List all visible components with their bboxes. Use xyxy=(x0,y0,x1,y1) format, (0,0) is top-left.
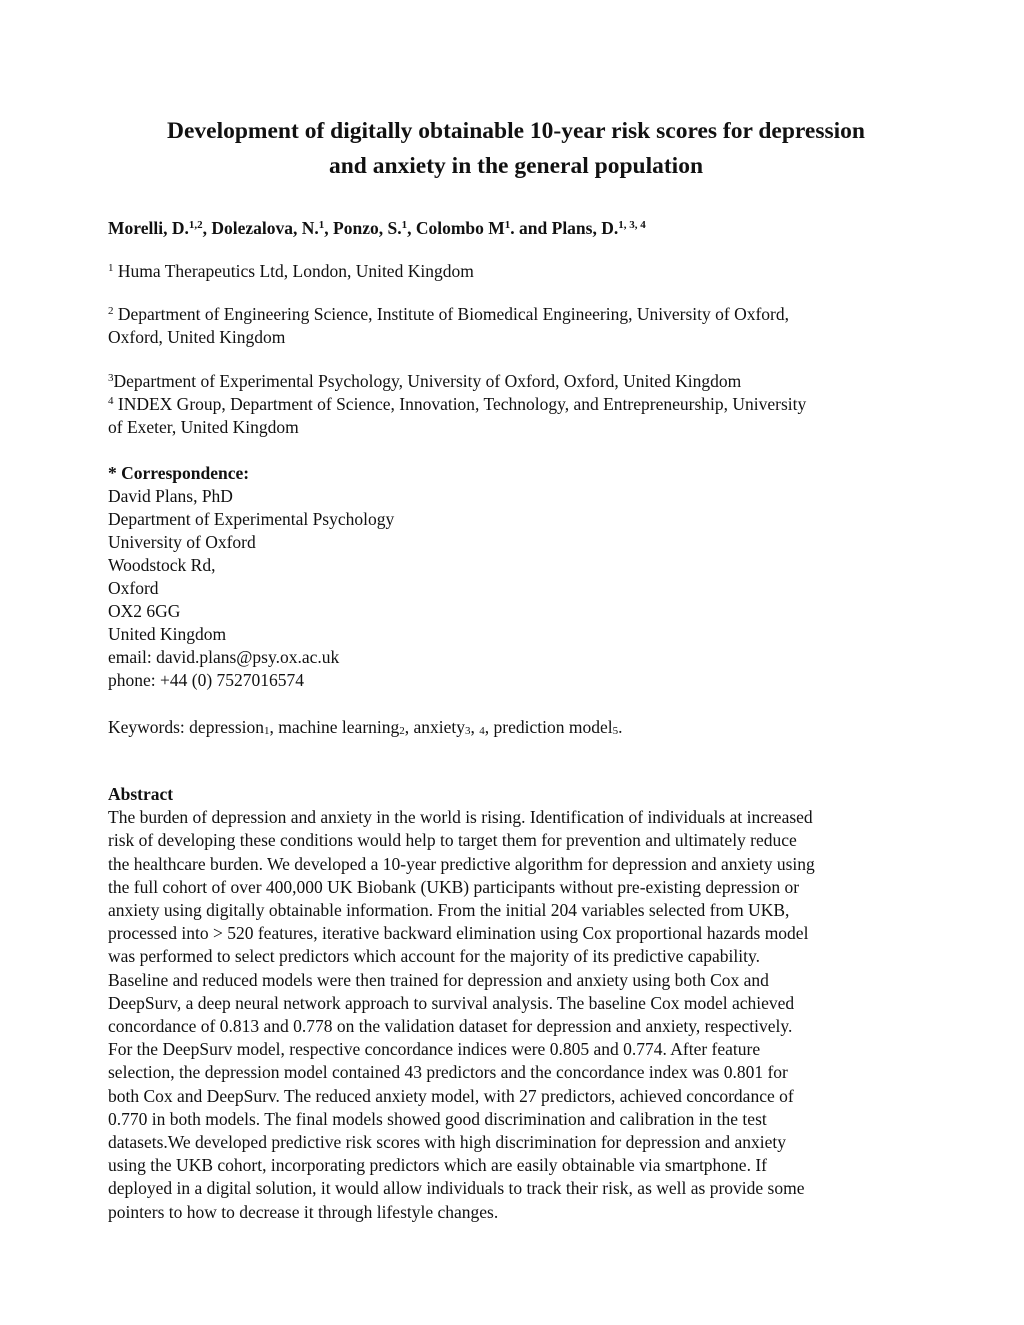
abstract-line: the full cohort of over 400,000 UK Biobank (UKB) participants without pre-existing depression or xyxy=(108,876,800,897)
abstract-line: 0.770 in both models. The final models showed good discrimination and calibration in the test xyxy=(108,1108,767,1129)
abstract-line: risk of developing these conditions would help to target them for prevention and ultimately reduce xyxy=(108,830,797,851)
keyword-index: 4 xyxy=(479,725,485,737)
abstract-line: datasets.We developed predictive risk scores with high discrimination for depression and anxiety xyxy=(108,1132,786,1153)
abstract-line: concordance of 0.813 and 0.778 on the validation dataset for depression and anxiety, respectively. xyxy=(108,1016,793,1037)
abstract-heading: Abstract xyxy=(108,784,174,804)
affiliation-sup: 1 xyxy=(108,262,114,274)
correspondence-block xyxy=(108,462,928,692)
abstract-line: processed into > 520 features, iterative backward elimination using Cox proportional hazards model xyxy=(108,923,809,944)
title-line: Development of digitally obtainable 10-year risk scores for depression xyxy=(166,118,865,144)
author-name: Ponzo, S. xyxy=(333,218,402,238)
affiliation-4 xyxy=(108,393,928,439)
keyword-separator: , xyxy=(404,717,414,737)
abstract-section xyxy=(108,783,928,1224)
keyword-separator: , xyxy=(269,717,279,737)
keyword-index: 5 xyxy=(612,725,619,737)
abstract-line: using the UKB cohort, incorporating predictors which are easily obtainable via smartphone. If xyxy=(108,1155,767,1176)
affiliation-line xyxy=(108,370,928,393)
author-name: Morelli, D. xyxy=(108,218,189,238)
correspondence-line: United Kingdom xyxy=(108,624,227,644)
affiliation-sup: 3 xyxy=(108,372,114,384)
abstract-line: Baseline and reduced models were then trained for depression and anxiety using both Cox and xyxy=(108,969,769,990)
author-name: Dolezalova, N. xyxy=(211,218,319,238)
abstract-line: DeepSurv, a deep neural network approach to survival analysis. The baseline Cox model achieved xyxy=(108,992,795,1013)
abstract-line: The burden of depression and anxiety in the world is rising. Identification of individuals at increased xyxy=(108,807,813,828)
correspondence-line: University of Oxford xyxy=(108,532,256,552)
affiliation-3 xyxy=(108,370,928,393)
author-separator: , xyxy=(324,218,334,238)
keywords xyxy=(108,716,928,739)
author-affiliation-sup: 1 xyxy=(504,219,511,231)
affiliation-2 xyxy=(108,303,928,349)
abstract-line: selection, the depression model contained 43 predictors and the concordance index was 0.801 for xyxy=(108,1062,788,1083)
affiliation-sup: 2 xyxy=(108,305,114,317)
keyword: prediction model xyxy=(493,717,613,737)
correspondence-line: Oxford xyxy=(108,578,159,598)
affiliation-sup: 4 xyxy=(108,395,114,407)
author-separator: . and xyxy=(510,218,552,238)
affiliation-line xyxy=(108,260,928,283)
affiliation-text: INDEX Group, Department of Science, Innovation, Technology, and Entrepreneurship, University xyxy=(117,394,807,414)
keyword-separator: . xyxy=(618,717,623,737)
abstract-line: was performed to select predictors which account for the majority of its predictive capability. xyxy=(108,946,760,967)
author-affiliation-sup: 1 xyxy=(318,219,325,231)
author-separator: , xyxy=(202,218,212,238)
affiliation-line xyxy=(108,303,928,326)
author-name: Colombo M xyxy=(415,218,505,238)
correspondence-line: David Plans, PhD xyxy=(108,486,233,506)
affiliation-line xyxy=(108,393,928,416)
correspondence-email: email: david.plans@psy.ox.ac.uk xyxy=(108,647,340,667)
keyword-separator: , xyxy=(470,717,480,737)
abstract-line: deployed in a digital solution, it would allow individuals to track their risk, as well as provide some xyxy=(108,1178,805,1199)
keywords-line xyxy=(108,716,928,739)
keyword-index: 1 xyxy=(264,725,270,737)
keyword: machine learning xyxy=(278,717,400,737)
keyword-separator: , xyxy=(484,717,494,737)
author-separator: , xyxy=(407,218,416,238)
correspondence-line: Department of Experimental Psychology xyxy=(108,509,395,529)
abstract-line: both Cox and DeepSurv. The reduced anxiety model, with 27 predictors, achieved concordance of xyxy=(108,1085,794,1106)
correspondence-line: Woodstock Rd, xyxy=(108,555,216,575)
abstract-line: For the DeepSurv model, respective concordance indices were 0.805 and 0.774. After feature xyxy=(108,1039,761,1060)
abstract-line: the healthcare burden. We developed a 10-year predictive algorithm for depression and anxiety using xyxy=(108,853,815,874)
affiliation-text: Department of Experimental Psychology, University of Oxford, Oxford, United Kingdom xyxy=(113,371,742,391)
keyword: anxiety xyxy=(413,717,466,737)
affiliation-1 xyxy=(108,260,928,283)
author-affiliation-sup: 1, 3, 4 xyxy=(618,219,646,231)
author-list xyxy=(108,215,646,241)
paper-title xyxy=(80,114,952,184)
affiliation-line: of Exeter, United Kingdom xyxy=(108,417,299,437)
author-name: Plans, D. xyxy=(551,218,619,238)
title-line: and anxiety in the general population xyxy=(328,153,704,179)
keyword: depression xyxy=(189,717,265,737)
correspondence-heading: * Correspondence: xyxy=(108,463,250,483)
abstract-line: pointers to how to decrease it through lifestyle changes. xyxy=(108,1201,499,1222)
keyword-index: 2 xyxy=(399,725,405,737)
correspondence-phone: phone: +44 (0) 7527016574 xyxy=(108,670,305,690)
author-affiliation-sup: 1,2 xyxy=(188,219,203,231)
correspondence-line: OX2 6GG xyxy=(108,601,181,621)
affiliation-text: Department of Engineering Science, Institute of Biomedical Engineering, University of Oxford, xyxy=(117,304,790,324)
abstract-line: anxiety using digitally obtainable information. From the initial 204 variables selected from UKB, xyxy=(108,900,790,921)
keyword-index: 3 xyxy=(465,725,471,737)
keywords-label: Keywords: xyxy=(108,717,190,737)
affiliation-line: Oxford, United Kingdom xyxy=(108,327,286,347)
author-affiliation-sup: 1 xyxy=(401,219,408,231)
affiliation-text: Huma Therapeutics Ltd, London, United Kingdom xyxy=(117,261,474,281)
